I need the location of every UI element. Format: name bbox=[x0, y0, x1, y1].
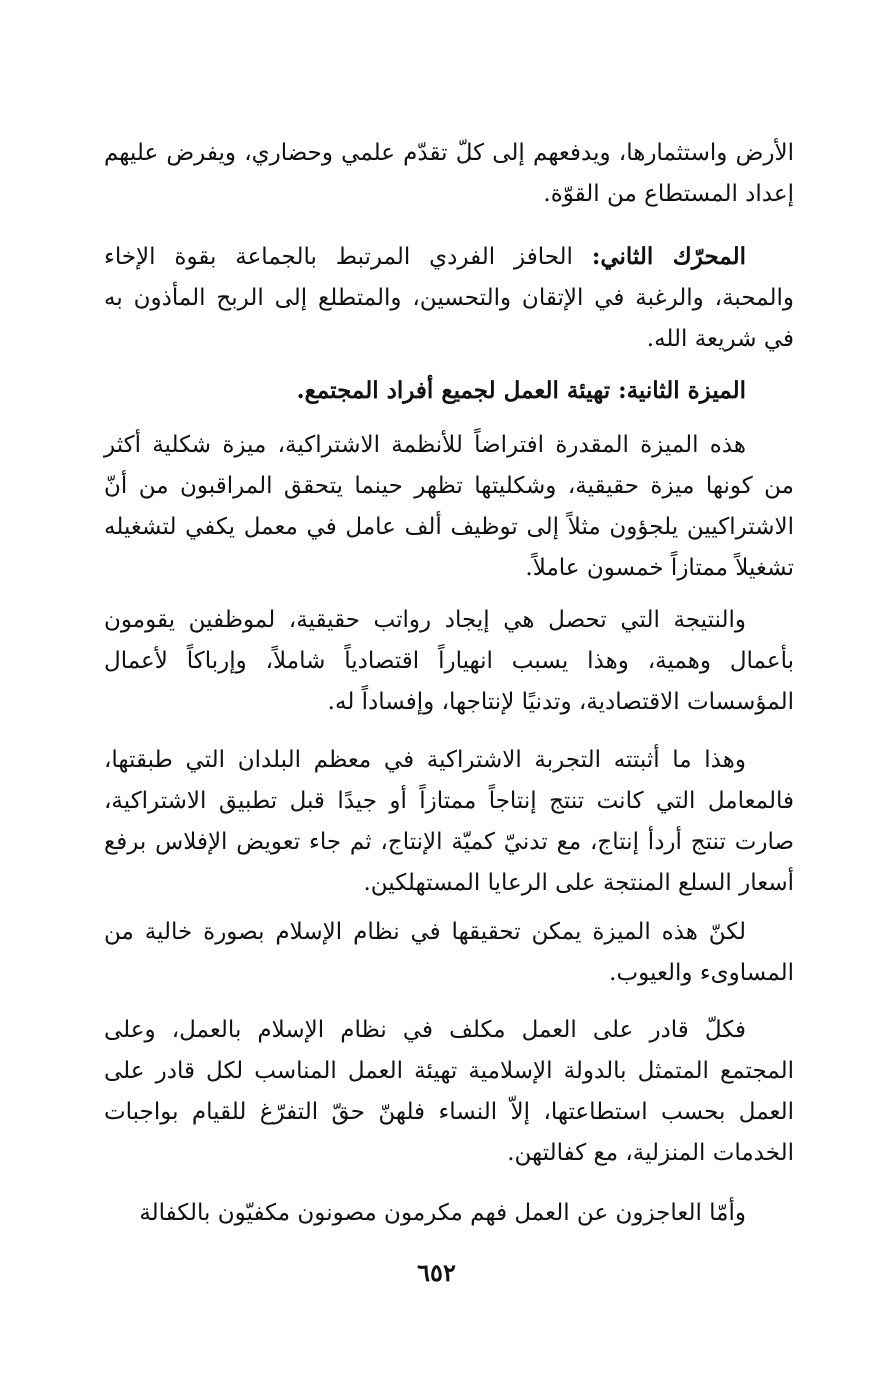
paragraph-feature-discussion bbox=[104, 425, 794, 589]
paragraph-text: والنتيجة التي تحصل هي إيجاد رواتب حقيقية، لموظفين يقومون بأعمال وهمية، وهذا يسبب انهياراً اقتصادياً شاملاً، وإرباكاً لأعمال المؤسسات الاقتصادية، وتدنيًا لإنتاجها، وإفساداً له. bbox=[104, 607, 794, 715]
paragraph-text: هذه الميزة المقدرة افتراضاً للأنظمة الاشتراكية، ميزة شكلية أكثر من كونها ميزة حقيقية، وشكليتها تظهر حينما يتحقق المراقبون من أنّ الاشتراكيين يلجؤون مثلاً إلى توظيف ألف عامل في معمل يكفي لتشغيله تشغيلاً ممتازاً خمسون عاملاً. bbox=[104, 432, 794, 581]
paragraph-experience bbox=[104, 740, 794, 904]
paragraph-result bbox=[104, 600, 794, 723]
paragraph-incapable bbox=[104, 1193, 794, 1234]
page-number: ٦٥٢ bbox=[417, 1258, 456, 1287]
paragraph-lead-in: المحرّك الثاني: bbox=[591, 243, 746, 270]
paragraph-text: وأمّا العاجزون عن العمل فهم مكرمون مصونون مكفيّون بالكفالة bbox=[139, 1200, 746, 1226]
paragraph-text: لكنّ هذه الميزة يمكن تحقيقها في نظام الإسلام بصورة خالية من المساوىء والعيوب. bbox=[104, 919, 794, 986]
paragraph-work-obligation bbox=[104, 1010, 794, 1174]
paragraph-text: وهذا ما أثبتته التجربة الاشتراكية في معظم البلدان التي طبقتها، فالمعامل التي كانت تنتج إنتاجاً ممتازاً أو جيدًا قبل تطبيق الاشتراكية، صارت تنتج أردأ إنتاج، مع تدنيّ كميّة الإنتاج، ثم جاء تعويض الإفلاس برفع أسعار السلع المنتجة على الرعايا المستهلكين. bbox=[104, 747, 794, 896]
paragraph-text: فكلّ قادر على العمل مكلف في نظام الإسلام بالعمل، وعلى المجتمع المتمثل بالدولة الإسلامية تهيئة العمل المناسب لكل قادر على العمل بحسب استطاعتها، إلاّ النساء فلهنّ حقّ التفرّغ للقيام بواجبات الخدمات المنزلية، مع كفالتهن. bbox=[104, 1017, 794, 1166]
paragraph-second-motive bbox=[104, 236, 794, 360]
paragraph-islam-system bbox=[104, 912, 794, 994]
paragraph-text: الحافز الفردي المرتبط بالجماعة بقوة الإخاء والمحبة، والرغبة في الإتقان والتحسين، والمتطلع إلى الربح المأذون به في شريعة الله. bbox=[104, 244, 794, 352]
paragraph-text: الأرض واستثمارها، ويدفعهم إلى كلّ تقدّم علمي وحضاري، ويفرض عليهم إعداد المستطاع من القوّة. bbox=[104, 140, 794, 207]
paragraph-continuation bbox=[104, 133, 794, 215]
section-heading bbox=[104, 370, 794, 411]
heading-text: الميزة الثانية: تهيئة العمل لجميع أفراد المجتمع. bbox=[296, 377, 746, 404]
